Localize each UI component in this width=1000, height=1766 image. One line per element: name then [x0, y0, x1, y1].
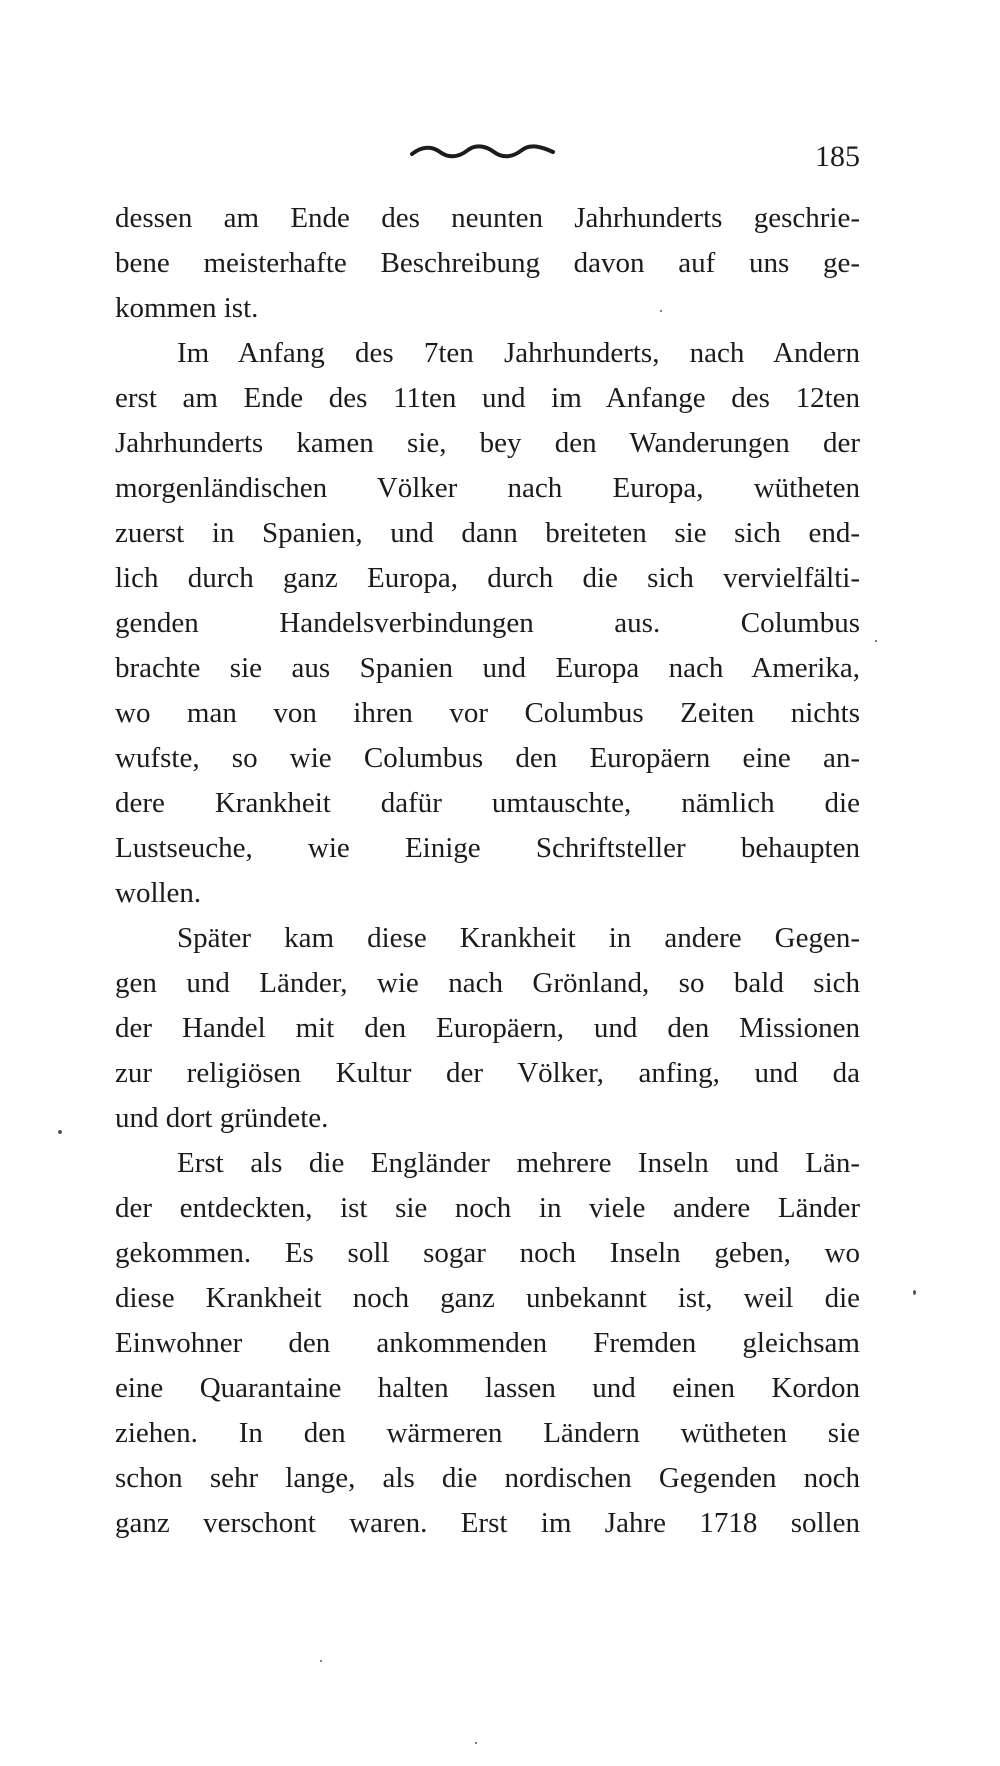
text-line: gekommen. Es soll sogar noch Inseln geben, wo	[115, 1237, 860, 1269]
text-line: Später kam diese Krankheit in andere Gegen-	[177, 922, 860, 954]
text-line: eine Quarantaine halten lassen und einen Kordon	[115, 1372, 860, 1404]
paragraph	[115, 1141, 860, 1546]
text-line: Im Anfang des 7ten Jahrhunderts, nach Andern	[177, 337, 860, 369]
text-line: bene meisterhafte Beschreibung davon auf uns ge-	[115, 247, 860, 279]
text-line: und dort gründete.	[115, 1102, 329, 1134]
scan-speck	[58, 1130, 62, 1134]
text-line: ganz verschont waren. Erst im Jahre 1718 sollen	[115, 1507, 860, 1539]
text-line: Einwohner den ankommenden Fremden gleichsam	[115, 1327, 860, 1359]
scan-speck	[320, 1660, 322, 1662]
text-line: zuerst in Spanien, und dann breiteten sie sich end-	[115, 517, 860, 549]
text-line: kommen ist.	[115, 292, 259, 324]
text-line: diese Krankheit noch ganz unbekannt ist, weil die	[115, 1282, 860, 1314]
page-number: 185	[815, 140, 860, 173]
text-line: erst am Ende des 11ten und im Anfange des 12ten	[115, 382, 860, 414]
scan-speck	[660, 310, 662, 312]
text-line: dessen am Ende des neunten Jahrhunderts geschrie-	[115, 202, 860, 234]
text-line: genden Handelsverbindungen aus. Columbus	[115, 607, 860, 639]
text-line: Jahrhunderts kamen sie, bey den Wanderungen der	[115, 427, 860, 459]
text-line: lich durch ganz Europa, durch die sich vervielfälti-	[115, 562, 860, 594]
text-line: zur religiösen Kultur der Völker, anfing, und da	[115, 1057, 860, 1089]
ornament-rule-icon	[410, 140, 555, 164]
scan-speck	[913, 1290, 916, 1295]
text-line: Lustseuche, wie Einige Schriftsteller behaupten	[115, 832, 860, 864]
text-line: der entdeckten, ist sie noch in viele andere Länder	[115, 1192, 860, 1224]
text-line: brachte sie aus Spanien und Europa nach Amerika,	[115, 652, 860, 684]
paragraph	[115, 916, 860, 1141]
text-line: der Handel mit den Europäern, und den Missionen	[115, 1012, 860, 1044]
scan-speck	[475, 1742, 477, 1744]
text-line: gen und Länder, wie nach Grönland, so bald sich	[115, 967, 860, 999]
scan-speck	[875, 640, 877, 642]
text-line: wufste, so wie Columbus den Europäern eine an-	[115, 742, 860, 774]
text-line: Erst als die Engländer mehrere Inseln und Län-	[177, 1147, 860, 1179]
text-line: ziehen. In den wärmeren Ländern wütheten sie	[115, 1417, 860, 1449]
paragraph	[115, 196, 860, 331]
text-line: wo man von ihren vor Columbus Zeiten nichts	[115, 697, 860, 729]
text-line: morgenländischen Völker nach Europa, wütheten	[115, 472, 860, 504]
page-header	[115, 140, 860, 180]
paragraph	[115, 331, 860, 916]
text-line: dere Krankheit dafür umtauschte, nämlich die	[115, 787, 860, 819]
body-text	[115, 196, 860, 1546]
text-line: wollen.	[115, 877, 202, 909]
text-line: schon sehr lange, als die nordischen Gegenden noch	[115, 1462, 860, 1494]
